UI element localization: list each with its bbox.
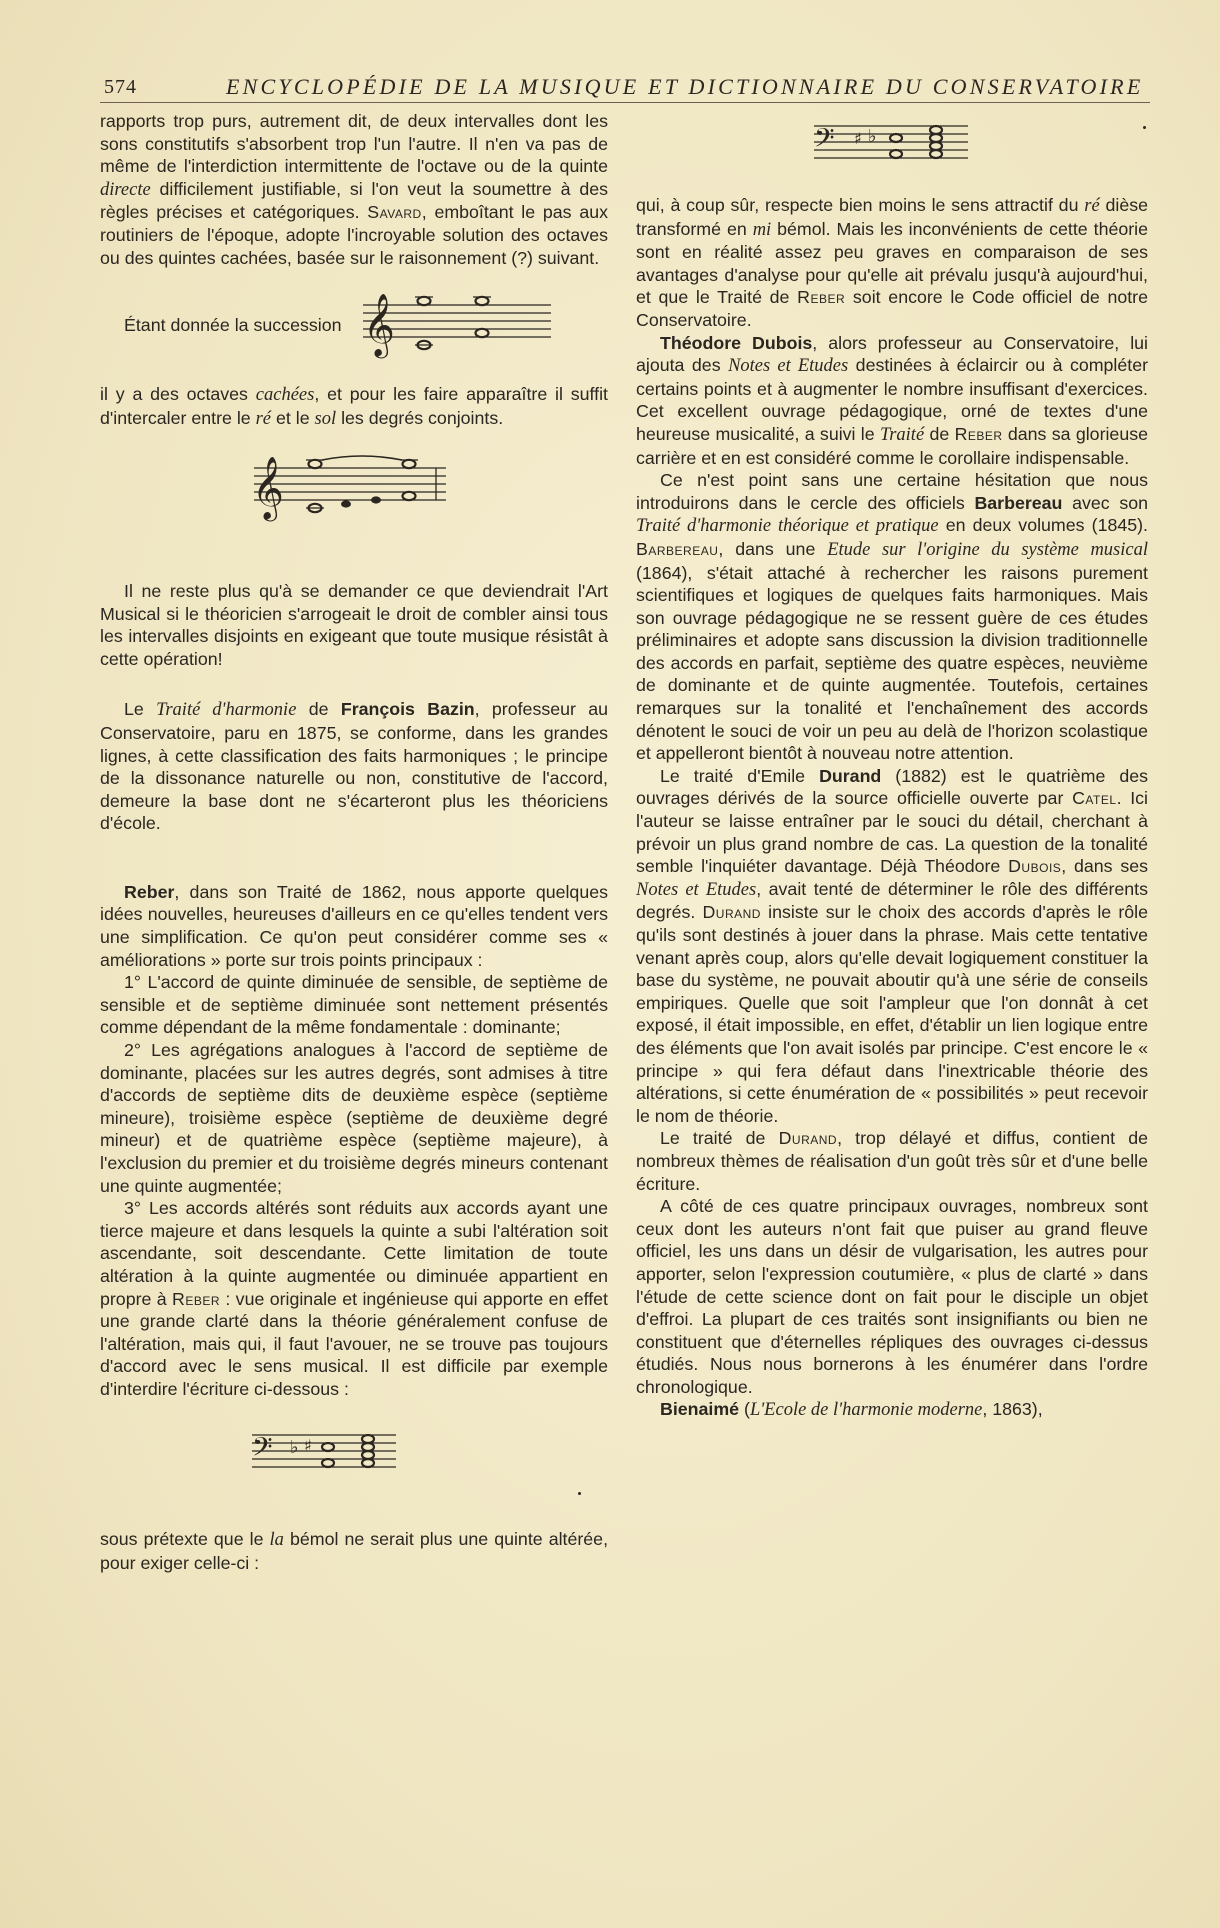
paragraph: Reber, dans son Traité de 1862, nous apporte quelques idées nouvelles, heureuses d'ailleurs en ce qu'elles tendent vers une simplification. Ce qu'on peut considérer comme ses « améliorations » porte sur trois points principaux :	[100, 881, 608, 970]
page-number: 574	[104, 76, 137, 98]
page-header	[100, 72, 1150, 103]
paragraph: sous prétexte que le la bémol ne serait plus une quinte altérée, pour exiger celle-ci :	[100, 1529, 609, 1573]
music-staff-bass-altered	[250, 1425, 400, 1483]
paragraph: 3° Les accords altérés sont réduits aux accords ayant une tierce majeure et dans lesquels la quinte a subi l'altération soit ascendante, soit descendante. Cette limitation de toute altération à la quinte augmentée ou diminuée appartient en propre à Reber : vue originale et ingénieuse qui apporte en effet une grande clarté dans la théorie généralement confuse de l'altération, mais qui, il faut l'avouer, ne se trouve pas toujours d'accord avec le sens musical. Il est difficile par exemple d'interdire l'écriture ci-dessous :	[100, 1198, 608, 1399]
right-column	[636, 110, 1148, 1422]
succession-example	[100, 285, 608, 365]
paragraph: 2° Les agrégations analogues à l'accord de septième de dominante, placées sur les autres degrés, sont admises à titre d'accords de septième dits de deuxième espèce (septième mineure), troisième espèce (septième de deuxième degré mineur) et de quatrième espèce (septième majeure), à l'exclusion du premier et du troisième degrés mineurs contenant une quinte augmentée;	[100, 1040, 608, 1196]
svg-text:𝄢: 𝄢	[252, 1430, 273, 1469]
paragraph: il y a des octaves cachées, et pour les faire apparaître il suffit d'intercaler entre le ré et le sol les degrés conjoints.	[100, 384, 608, 429]
speck	[1143, 126, 1146, 129]
paragraph: A côté de ces quatre principaux ouvrages, nombreux sont ceux dont les auteurs n'ont fait que puiser au grand fleuve officiel, les uns dans un désir de vulgarisation, les autres pour apporter, selon l'expression coutumière, « plus de clarté » dans l'étude de cette science dont on fait pour le disciple un objet d'effroi. La plupart de ces traités sont insignifiants ou bien ne constituent que d'éternelles répliques des ouvrages ci-dessus étudiés. Nous nous bornerons à les énumérer dans l'ordre chronologique.	[636, 1196, 1148, 1397]
music-staff-treble-conjoint	[250, 448, 450, 528]
svg-text:♭: ♭	[290, 1436, 299, 1458]
paragraph: Le traité de Durand, trop délayé et diffus, contient de nombreux thèmes de réalisation d'un goût très sûr et d'une belle écriture.	[636, 1128, 1148, 1194]
paragraph: rapports trop purs, autrement dit, de deux intervalles dont les sons constitutifs s'absorbent trop l'un l'autre. Il n'en va pas de même de l'interdiction intermittente de l'octave ou de la quinte directe difficilement justifiable, si l'on veut la soumettre à des règles précises et catégoriques. Savard, emboîtant le pas aux routiniers de l'époque, adopte l'incroyable solution des octaves ou des quintes cachées, basée sur le raisonnement (?) suivant.	[100, 111, 608, 268]
paragraph: Bienaimé (L'Ecole de l'harmonie moderne, 1863),	[660, 1399, 1043, 1421]
paragraph: qui, à coup sûr, respecte bien moins le sens attractif du ré dièse transformé en mi bémol. Mais les inconvénients de cette théorie sont en réalité assez peu graves en comparaison de ses avantages d'analyse pour qu'elle ait prévalu jusqu'à aujourd'hui, et que le Traité de Reber soit encore le Code officiel de notre Conservatoire.	[636, 195, 1149, 330]
paragraph: Théodore Dubois, alors professeur au Conservatoire, lui ajouta des Notes et Etudes destinées à éclaircir ou à compléter certains points et à augmenter le nombre insuffisant d'exercices. Cet excellent ouvrage pédagogique, orné de textes d'une heureuse musicalité, a suivi le Traité de Reber dans sa glorieuse carrière et en est considéré comme le corollaire indispensable.	[636, 332, 1149, 468]
music-example-altered-chord-2	[636, 116, 1148, 176]
paragraph: 1° L'accord de quinte diminuée de sensible, de septième de sensible et de septième diminuée sont nettement présentés comme dépendant de la même fondamentale : dominante;	[100, 972, 608, 1038]
svg-text:♯: ♯	[854, 129, 862, 148]
music-staff-bass-enharmonic	[812, 116, 972, 176]
running-title: ENCYCLOPÉDIE DE LA MUSIQUE ET DICTIONNAIRE DU CONSERVATOIRE	[226, 74, 1144, 99]
succession-label: Étant donnée la succession	[124, 314, 342, 335]
svg-text:𝄞: 𝄞	[252, 456, 284, 520]
paragraph: Il ne reste plus qu'à se demander ce que deviendrait l'Art Musical si le théoricien s'arrogeait le droit de combler ainsi tous les intervalles disjoints en exigeant que toute musique résistât à cette opération!	[100, 580, 608, 669]
paragraph: Le Traité d'harmonie de François Bazin, professeur au Conservatoire, paru en 1875, se conforme, dans les grandes lignes, à cette classification des faits harmoniques ; le principe de la dissonance naturelle ou non, constitutive de l'accord, demeure la base dont ne s'écarteront plus les théoriciens d'école.	[100, 699, 609, 834]
music-staff-treble-succession	[355, 285, 555, 365]
music-example-altered-chord-1	[250, 1425, 608, 1489]
speck	[578, 1492, 581, 1495]
paragraph: Le traité d'Emile Durand (1882) est le quatrième des ouvrages dérivés de la source officielle ouverte par Catel. Ici l'auteur se laisse entraîner par le souci du détail, cherchant à prévoir un plus grand nombre de cas. La question de la tonalité semble l'inquiéter davantage. Déjà Théodore Dubois, dans ses Notes et Etudes, avait tenté de déterminer le rôle des différents degrés. Durand insiste sur le choix des accords d'après le rôle qu'ils sont destinés à jouer dans la phrase. Mais cette tentative venant après coup, alors qu'elle devait logiquement constituer la base du système, ne pouvait aboutir qu'à une série de conseils empiriques. Quelle que soit l'ampleur que l'on donnât à cet exposé, il était impossible, en effet, d'établir un lien logique entre des éléments que l'on avait isolés par principe. C'est encore le « principe » qui fera défaut dans l'inextricable théorie des altérations, si cette énumération de « possibilités » peut recevoir le nom de théorie.	[636, 765, 1148, 1126]
left-column	[100, 110, 608, 1574]
svg-text:♭: ♭	[868, 126, 877, 147]
svg-text:𝄢: 𝄢	[814, 122, 835, 160]
music-example-hidden-octaves	[250, 448, 608, 534]
svg-text:♯: ♯	[304, 1435, 312, 1455]
svg-text:𝄞: 𝄞	[363, 293, 396, 357]
paragraph: Ce n'est point sans une certaine hésitation que nous introduirons dans le cercle des officiels Barbereau avec son Traité d'harmonie théorique et pratique en deux volumes (1845). Barbereau, dans une Etude sur l'origine du système musical (1864), s'était attaché à rechercher les raisons purement scientifiques et logiques de quelques faits harmoniques. Mais son ouvrage pédagogique ne se ressent guère de ces études préliminaires et adopte sans discussion la division traditionnelle des accords en parfait, septième des quatre espèces, neuvième de dominante et de quinte augmentée. Toutefois, certaines remarques sur la tonalité et l'enchaînement des accords dénotent le souci de voir un peu au delà de l'horizon scolastique et appelleront bientôt à nouveau notre attention.	[636, 470, 1148, 764]
